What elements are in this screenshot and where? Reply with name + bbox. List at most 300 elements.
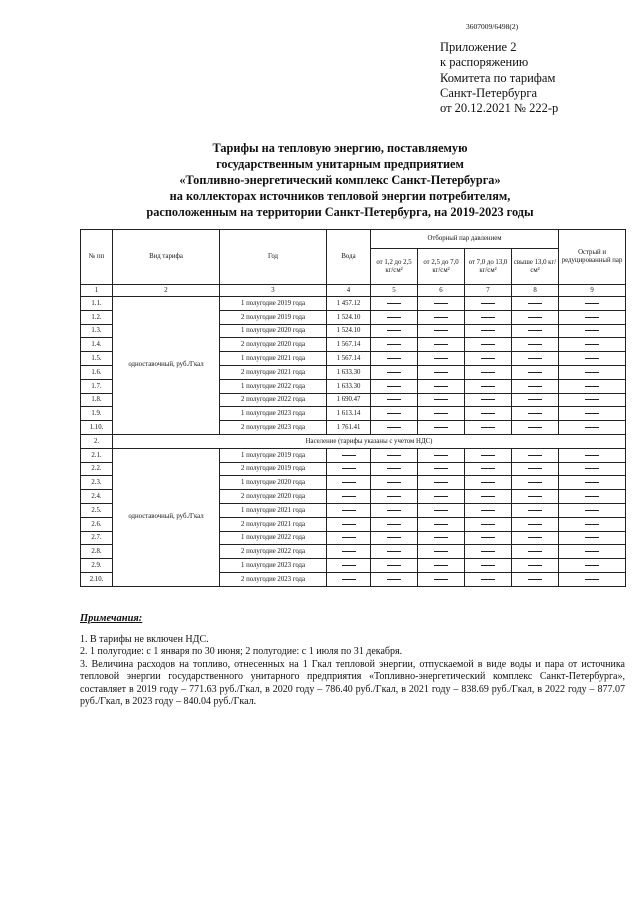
row-empty-value	[465, 393, 512, 407]
row-empty-value	[512, 352, 559, 366]
row-empty-value	[418, 503, 465, 517]
row-year: 2 полугодие 2022 года	[220, 545, 327, 559]
dash-mark	[342, 551, 356, 552]
dash-mark	[585, 455, 599, 456]
row-empty-value	[371, 324, 418, 338]
dash-mark	[585, 565, 599, 566]
dash-mark	[528, 482, 542, 483]
dash-mark	[434, 468, 448, 469]
dash-mark	[481, 399, 495, 400]
dash-mark	[434, 455, 448, 456]
row-empty-value	[559, 517, 626, 531]
row-water: 1 457.12	[327, 297, 371, 311]
row-empty-value	[418, 310, 465, 324]
dash-mark	[481, 468, 495, 469]
row-empty-value	[512, 324, 559, 338]
dash-mark	[434, 524, 448, 525]
dash-mark	[342, 579, 356, 580]
dash-mark	[387, 565, 401, 566]
row-empty-value	[465, 462, 512, 476]
row-year: 1 полугодие 2021 года	[220, 503, 327, 517]
dash-mark	[528, 386, 542, 387]
row-year: 1 полугодие 2023 года	[220, 559, 327, 573]
row-empty-value	[371, 379, 418, 393]
row-empty-value	[512, 338, 559, 352]
row-empty-value	[512, 503, 559, 517]
dash-mark	[528, 413, 542, 414]
dash-mark	[528, 510, 542, 511]
row-empty-value	[418, 352, 465, 366]
dash-mark	[528, 468, 542, 469]
row-water: 1 524.10	[327, 324, 371, 338]
dash-mark	[528, 524, 542, 525]
dash-mark	[387, 330, 401, 331]
row-empty-value	[559, 476, 626, 490]
row-empty-value	[559, 365, 626, 379]
dash-mark	[481, 413, 495, 414]
dash-mark	[481, 537, 495, 538]
dash-mark	[342, 455, 356, 456]
row-empty-value	[465, 324, 512, 338]
header-num: № пп	[81, 230, 113, 285]
title-line: расположенным на территории Санкт-Петербурга, на 2019-2023 годы	[146, 205, 534, 219]
row-num: 1.8.	[81, 393, 113, 407]
row-empty-value	[371, 448, 418, 462]
dash-mark	[481, 579, 495, 580]
dash-mark	[528, 358, 542, 359]
row-empty-value	[512, 572, 559, 586]
dash-mark	[387, 524, 401, 525]
row-empty-value	[371, 421, 418, 435]
dash-mark	[387, 496, 401, 497]
col-number: 5	[371, 285, 418, 297]
row-empty-value	[371, 297, 418, 311]
header-water: Вода	[327, 230, 371, 285]
dash-mark	[434, 565, 448, 566]
dash-mark	[585, 551, 599, 552]
row-empty-value	[559, 503, 626, 517]
row-water	[327, 476, 371, 490]
dash-mark	[387, 344, 401, 345]
col-number: 8	[512, 285, 559, 297]
section-2-num: 2.	[81, 434, 113, 448]
row-empty-value	[465, 517, 512, 531]
appendix-block	[440, 40, 558, 116]
dash-mark	[434, 482, 448, 483]
tariff-type-cell: одноставочный, руб./Гкал	[113, 448, 220, 586]
col-number: 2	[113, 285, 220, 297]
dash-mark	[481, 551, 495, 552]
col-number: 6	[418, 285, 465, 297]
dash-mark	[434, 510, 448, 511]
notes-heading: Примечания:	[80, 613, 143, 624]
row-empty-value	[371, 572, 418, 586]
row-num: 2.6.	[81, 517, 113, 531]
row-empty-value	[559, 448, 626, 462]
note-item: 1. В тарифы не включен НДС.	[80, 633, 209, 645]
row-empty-value	[371, 338, 418, 352]
dash-mark	[481, 427, 495, 428]
dash-mark	[387, 427, 401, 428]
row-empty-value	[465, 490, 512, 504]
row-num: 2.5.	[81, 503, 113, 517]
row-num: 2.9.	[81, 559, 113, 573]
row-empty-value	[465, 352, 512, 366]
dash-mark	[434, 496, 448, 497]
row-water: 1 761.41	[327, 421, 371, 435]
dash-mark	[528, 427, 542, 428]
row-year: 1 полугодие 2022 года	[220, 379, 327, 393]
note-item: 2. 1 полугодие: с 1 января по 30 июня; 2 полугодие: с 1 июля по 31 декабря.	[80, 646, 403, 657]
dash-mark	[585, 372, 599, 373]
row-num: 2.4.	[81, 490, 113, 504]
row-water	[327, 559, 371, 573]
row-num: 1.6.	[81, 365, 113, 379]
tariff-type-cell: одноставочный, руб./Гкал	[113, 297, 220, 435]
row-water: 1 690.47	[327, 393, 371, 407]
row-empty-value	[371, 407, 418, 421]
dash-mark	[585, 358, 599, 359]
row-empty-value	[418, 490, 465, 504]
dash-mark	[481, 317, 495, 318]
row-empty-value	[512, 559, 559, 573]
dash-mark	[528, 579, 542, 580]
row-empty-value	[465, 545, 512, 559]
row-empty-value	[559, 407, 626, 421]
row-num: 2.3.	[81, 476, 113, 490]
row-empty-value	[512, 448, 559, 462]
dash-mark	[342, 482, 356, 483]
row-year: 2 полугодие 2020 года	[220, 490, 327, 504]
dash-mark	[387, 455, 401, 456]
dash-mark	[342, 524, 356, 525]
row-empty-value	[559, 310, 626, 324]
row-empty-value	[465, 559, 512, 573]
row-empty-value	[559, 324, 626, 338]
row-empty-value	[465, 297, 512, 311]
dash-mark	[387, 303, 401, 304]
dash-mark	[342, 496, 356, 497]
row-year: 2 полугодие 2021 года	[220, 517, 327, 531]
row-year: 1 полугодие 2022 года	[220, 531, 327, 545]
dash-mark	[434, 358, 448, 359]
dash-mark	[528, 317, 542, 318]
dash-mark	[585, 427, 599, 428]
row-water: 1 567.14	[327, 352, 371, 366]
dash-mark	[528, 330, 542, 331]
dash-mark	[434, 551, 448, 552]
title-line: государственным унитарным предприятием	[216, 157, 464, 171]
dash-mark	[528, 551, 542, 552]
row-empty-value	[512, 297, 559, 311]
col-number: 1	[81, 285, 113, 297]
header-pressure-4: свыше 13,0 кг/см²	[512, 249, 559, 285]
row-water: 1 633.30	[327, 379, 371, 393]
dash-mark	[387, 482, 401, 483]
col-number: 9	[559, 285, 626, 297]
dash-mark	[528, 399, 542, 400]
dash-mark	[481, 565, 495, 566]
row-water	[327, 462, 371, 476]
dash-mark	[585, 537, 599, 538]
row-empty-value	[559, 490, 626, 504]
row-empty-value	[512, 379, 559, 393]
row-empty-value	[371, 393, 418, 407]
dash-mark	[434, 303, 448, 304]
row-num: 1.3.	[81, 324, 113, 338]
row-water: 1 524.10	[327, 310, 371, 324]
row-empty-value	[418, 462, 465, 476]
row-empty-value	[512, 476, 559, 490]
row-empty-value	[559, 545, 626, 559]
row-empty-value	[559, 297, 626, 311]
dash-mark	[342, 565, 356, 566]
row-year: 2 полугодие 2023 года	[220, 572, 327, 586]
row-empty-value	[418, 476, 465, 490]
row-year: 2 полугодие 2019 года	[220, 462, 327, 476]
row-year: 1 полугодие 2020 года	[220, 476, 327, 490]
row-empty-value	[465, 448, 512, 462]
row-empty-value	[465, 379, 512, 393]
dash-mark	[585, 482, 599, 483]
dash-mark	[387, 386, 401, 387]
row-empty-value	[371, 352, 418, 366]
dash-mark	[387, 372, 401, 373]
note-item: 3. Величина расходов на топливо, отнесенных на 1 Гкал тепловой энергии, отпускаемой в виде воды и пара от источника тепловой энергии государственного унитарного предприятия «Топливно-энергетический комплекс Санкт-Петербурга», составляет в 2019 году – 771.63 руб./Гкал, в 2020 году – 786.40 руб./Гкал, в 2021 году – 838.69 руб./Гкал, в 2022 году – 877.07 руб./Гкал, в 2023 году – 840.04 руб./Гкал.	[80, 658, 625, 707]
document-number: 3607009/6498(2)	[466, 22, 519, 31]
row-num: 2.10.	[81, 572, 113, 586]
row-empty-value	[418, 324, 465, 338]
row-year: 1 полугодие 2021 года	[220, 352, 327, 366]
row-empty-value	[418, 545, 465, 559]
row-empty-value	[512, 407, 559, 421]
dash-mark	[434, 330, 448, 331]
row-empty-value	[371, 310, 418, 324]
dash-mark	[481, 510, 495, 511]
row-empty-value	[371, 365, 418, 379]
dash-mark	[585, 303, 599, 304]
row-empty-value	[465, 572, 512, 586]
row-empty-value	[559, 559, 626, 573]
dash-mark	[585, 386, 599, 387]
dash-mark	[434, 579, 448, 580]
dash-mark	[387, 579, 401, 580]
dash-mark	[481, 330, 495, 331]
row-empty-value	[371, 462, 418, 476]
row-num: 2.2.	[81, 462, 113, 476]
row-empty-value	[418, 338, 465, 352]
row-empty-value	[418, 517, 465, 531]
row-empty-value	[465, 531, 512, 545]
row-empty-value	[418, 407, 465, 421]
row-empty-value	[371, 545, 418, 559]
row-water	[327, 572, 371, 586]
dash-mark	[434, 537, 448, 538]
dash-mark	[434, 427, 448, 428]
row-empty-value	[559, 393, 626, 407]
dash-mark	[585, 579, 599, 580]
row-empty-value	[418, 531, 465, 545]
dash-mark	[528, 303, 542, 304]
row-num: 1.9.	[81, 407, 113, 421]
row-year: 1 полугодие 2020 года	[220, 324, 327, 338]
row-num: 2.7.	[81, 531, 113, 545]
dash-mark	[434, 372, 448, 373]
dash-mark	[342, 510, 356, 511]
row-empty-value	[465, 310, 512, 324]
row-year: 2 полугодие 2020 года	[220, 338, 327, 352]
dash-mark	[387, 358, 401, 359]
header-pressure-1: от 1,2 до 2,5 кг/см²	[371, 249, 418, 285]
row-empty-value	[512, 310, 559, 324]
dash-mark	[585, 399, 599, 400]
row-empty-value	[559, 531, 626, 545]
dash-mark	[481, 455, 495, 456]
section-2-label: Население (тарифы указаны с учетом НДС)	[113, 434, 626, 448]
row-empty-value	[371, 517, 418, 531]
row-empty-value	[371, 503, 418, 517]
table-row	[81, 448, 626, 462]
row-empty-value	[418, 572, 465, 586]
dash-mark	[387, 468, 401, 469]
row-num: 2.1.	[81, 448, 113, 462]
dash-mark	[342, 468, 356, 469]
document-title	[60, 140, 620, 220]
header-type: Вид тарифа	[113, 230, 220, 285]
row-year: 2 полугодие 2022 года	[220, 393, 327, 407]
row-empty-value	[512, 517, 559, 531]
dash-mark	[387, 537, 401, 538]
row-empty-value	[371, 531, 418, 545]
row-empty-value	[465, 476, 512, 490]
row-water	[327, 490, 371, 504]
row-year: 2 полугодие 2021 года	[220, 365, 327, 379]
row-water: 1 613.14	[327, 407, 371, 421]
dash-mark	[528, 496, 542, 497]
row-empty-value	[371, 559, 418, 573]
row-water: 1 567.14	[327, 338, 371, 352]
col-number: 3	[220, 285, 327, 297]
appendix-line: от 20.12.2021 № 222-р	[440, 101, 559, 116]
header-pressure-3: от 7,0 до 13,0 кг/см²	[465, 249, 512, 285]
col-number: 4	[327, 285, 371, 297]
appendix-line: Санкт-Петербурга	[440, 85, 538, 100]
row-num: 1.2.	[81, 310, 113, 324]
row-empty-value	[559, 338, 626, 352]
row-empty-value	[559, 572, 626, 586]
row-year: 1 полугодие 2019 года	[220, 448, 327, 462]
row-empty-value	[465, 421, 512, 435]
row-empty-value	[512, 490, 559, 504]
row-water	[327, 517, 371, 531]
dash-mark	[481, 386, 495, 387]
dash-mark	[481, 496, 495, 497]
section-2-header	[81, 434, 626, 448]
title-line: Тарифы на тепловую энергию, поставляемую	[212, 141, 468, 155]
notes-block	[80, 613, 625, 709]
row-empty-value	[512, 365, 559, 379]
row-empty-value	[559, 379, 626, 393]
dash-mark	[481, 372, 495, 373]
title-line: на коллекторах источников тепловой энергии потребителям,	[169, 189, 511, 203]
dash-mark	[528, 565, 542, 566]
tariff-table	[80, 229, 626, 587]
row-empty-value	[559, 352, 626, 366]
title-line: «Топливно-энергетический комплекс Санкт-Петербурга»	[179, 173, 501, 187]
row-water	[327, 448, 371, 462]
row-empty-value	[418, 421, 465, 435]
dash-mark	[585, 413, 599, 414]
dash-mark	[387, 510, 401, 511]
row-num: 1.10.	[81, 421, 113, 435]
row-num: 2.8.	[81, 545, 113, 559]
dash-mark	[585, 317, 599, 318]
dash-mark	[387, 399, 401, 400]
header-sharp-steam: Острый и редуцированный пар	[559, 230, 626, 285]
row-empty-value	[512, 545, 559, 559]
header-year: Год	[220, 230, 327, 285]
appendix-line: Приложение 2	[440, 40, 517, 54]
dash-mark	[387, 413, 401, 414]
row-empty-value	[512, 531, 559, 545]
row-year: 1 полугодие 2023 года	[220, 407, 327, 421]
dash-mark	[387, 317, 401, 318]
row-empty-value	[512, 393, 559, 407]
dash-mark	[434, 317, 448, 318]
row-empty-value	[418, 559, 465, 573]
row-water	[327, 531, 371, 545]
header-pressure-2: от 2,5 до 7,0 кг/см²	[418, 249, 465, 285]
row-num: 1.4.	[81, 338, 113, 352]
dash-mark	[528, 537, 542, 538]
dash-mark	[481, 482, 495, 483]
dash-mark	[585, 496, 599, 497]
row-year: 1 полугодие 2019 года	[220, 297, 327, 311]
dash-mark	[342, 537, 356, 538]
row-num: 1.7.	[81, 379, 113, 393]
dash-mark	[585, 330, 599, 331]
row-water: 1 633.30	[327, 365, 371, 379]
section-1-body	[81, 297, 626, 435]
row-num: 1.5.	[81, 352, 113, 366]
row-year: 2 полугодие 2019 года	[220, 310, 327, 324]
row-num: 1.1.	[81, 297, 113, 311]
dash-mark	[434, 344, 448, 345]
dash-mark	[585, 468, 599, 469]
dash-mark	[528, 372, 542, 373]
dash-mark	[481, 358, 495, 359]
col-number: 7	[465, 285, 512, 297]
header-steam-group: Отборный пар давлением	[371, 230, 559, 249]
row-water	[327, 503, 371, 517]
row-empty-value	[371, 476, 418, 490]
row-empty-value	[418, 365, 465, 379]
dash-mark	[434, 386, 448, 387]
dash-mark	[434, 399, 448, 400]
row-empty-value	[512, 421, 559, 435]
row-empty-value	[465, 365, 512, 379]
row-empty-value	[418, 393, 465, 407]
row-water	[327, 545, 371, 559]
dash-mark	[528, 344, 542, 345]
dash-mark	[481, 303, 495, 304]
row-empty-value	[559, 462, 626, 476]
dash-mark	[481, 344, 495, 345]
dash-mark	[585, 524, 599, 525]
row-year: 2 полугодие 2023 года	[220, 421, 327, 435]
row-empty-value	[418, 297, 465, 311]
row-empty-value	[371, 490, 418, 504]
